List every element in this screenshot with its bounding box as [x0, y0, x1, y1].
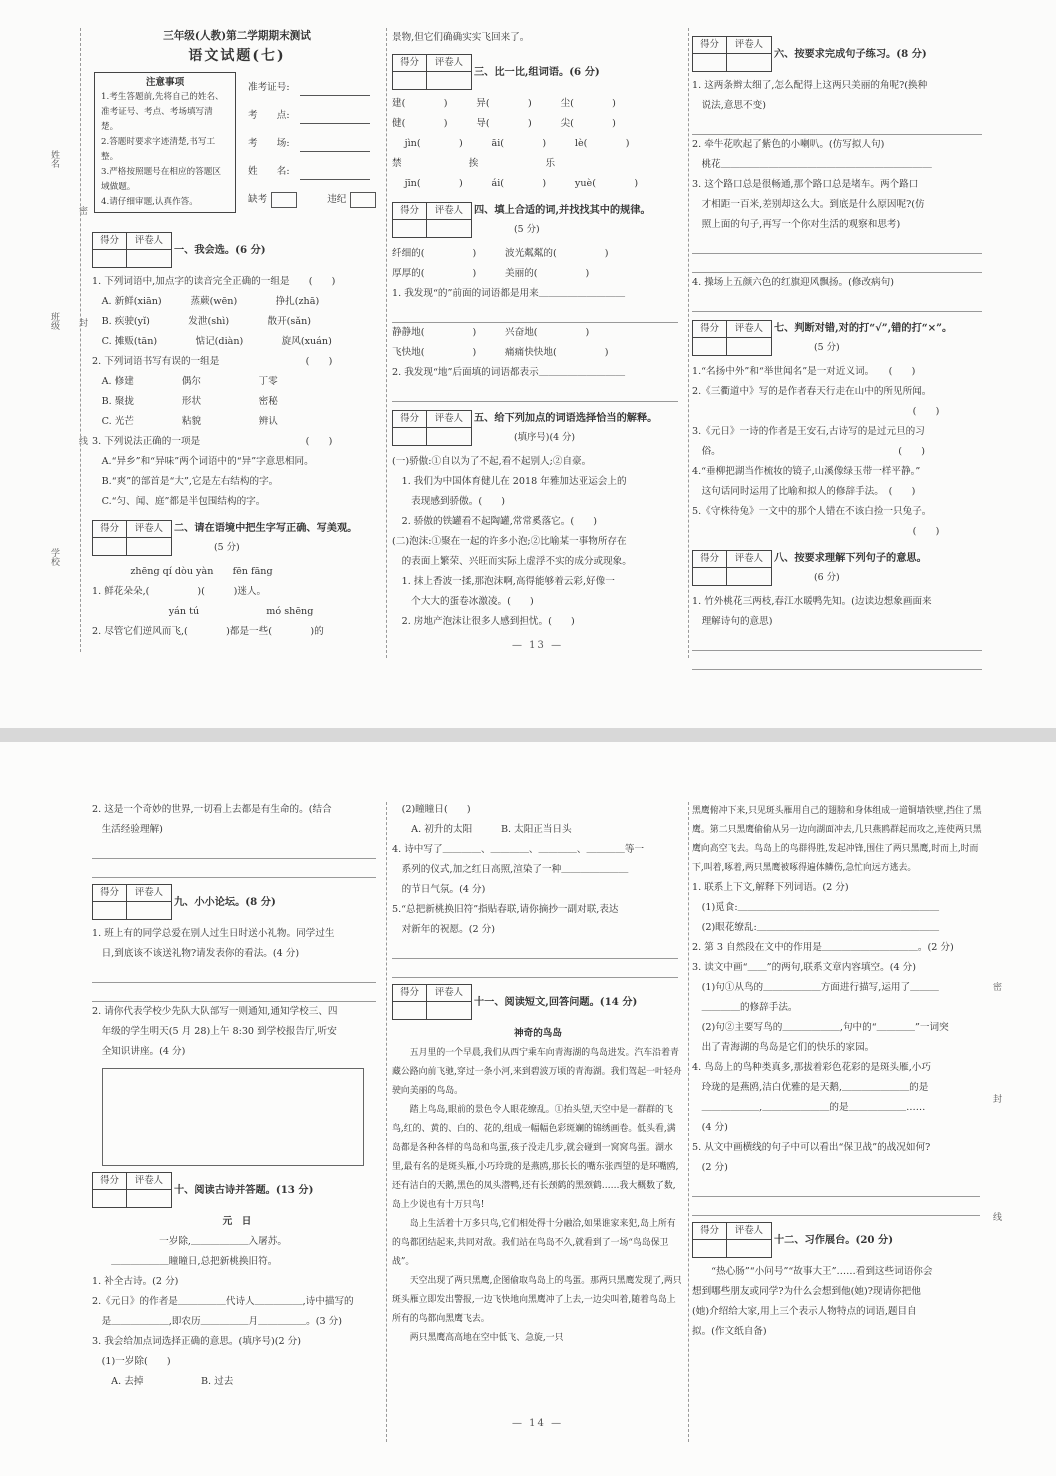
score-label: 得分 — [693, 551, 727, 568]
answer-line[interactable] — [692, 1197, 980, 1216]
answer-line[interactable] — [692, 651, 982, 670]
question-text: 景物,但它们确确实实飞回来了。 — [392, 32, 530, 43]
question-text: 表现感到骄傲。( ) — [392, 496, 506, 507]
exam-number-field[interactable]: 准考证号: — [248, 74, 376, 102]
question-text: 1. 补全古诗。(2 分) — [92, 1276, 179, 1287]
binding-dashed-line — [80, 28, 81, 652]
section-points: (6 分) — [814, 572, 840, 583]
question-text: 拟。(作文纸自备) — [692, 1326, 767, 1337]
answer-line[interactable] — [92, 964, 376, 983]
section-header — [392, 200, 684, 240]
score-box[interactable] — [392, 202, 472, 238]
score-cell[interactable] — [393, 1002, 427, 1019]
binding-label-seal: 密 — [991, 982, 1001, 991]
question-text: 桃花＿＿＿＿＿＿＿＿＿＿＿＿＿＿＿＿＿＿＿＿＿＿ — [692, 159, 932, 170]
score-cell[interactable] — [93, 250, 127, 267]
grader-cell[interactable] — [727, 1240, 771, 1257]
answer-line[interactable] — [92, 983, 376, 1002]
question-text: (2 分) — [692, 1162, 728, 1173]
answer-line[interactable] — [92, 859, 376, 878]
question-text: 禁 挨 乐 — [392, 158, 556, 169]
answer-line[interactable] — [692, 116, 982, 135]
exam-page-13 — [0, 0, 1056, 728]
score-cell[interactable] — [93, 902, 127, 919]
grader-label: 评卷人 — [427, 55, 471, 72]
question-text: C.“匀、闻、庭”都是半包围结构的字。 — [92, 496, 266, 507]
question-text: 1. 联系上下文,解释下列词语。(2 分) — [692, 882, 849, 893]
question-text: 建( ) 异( ) 尘( ) — [392, 98, 616, 109]
grader-cell[interactable] — [727, 568, 771, 585]
score-box[interactable] — [92, 1172, 172, 1208]
question-text: C. 光芒 粘貌 辨认 — [92, 416, 278, 427]
score-box[interactable] — [692, 1222, 772, 1258]
section-title: 七、判断对错,对的打“√”,错的打“×”。 — [774, 322, 953, 334]
question-text: 全知识讲座。(4 分) — [92, 1046, 186, 1057]
grader-label: 评卷人 — [127, 1173, 171, 1190]
violation-checkbox[interactable] — [350, 192, 376, 208]
question-text: 俗。 ( ) — [692, 446, 925, 457]
grader-cell[interactable] — [427, 428, 471, 445]
answer-line[interactable] — [392, 959, 678, 978]
answer-line[interactable] — [692, 632, 982, 651]
notes-title: 注意事项 — [145, 77, 185, 88]
question-text: 生活经验理解) — [92, 824, 163, 835]
question-text: ＿＿＿＿＿＿,＿＿＿＿＿＿＿的是＿＿＿＿＿＿…… — [692, 1102, 926, 1113]
score-box[interactable] — [92, 232, 172, 268]
question-text: 说法,意思不变) — [692, 100, 766, 111]
section-header — [92, 518, 382, 558]
score-box[interactable] — [392, 410, 472, 446]
question-text: 2. 尽管它们逆风而飞,( )都是一些( )的 — [92, 626, 324, 637]
column-divider — [688, 28, 689, 658]
section-title: 八、按要求理解下列句子的意思。 — [774, 552, 927, 564]
binding-label-name: 姓名 — [49, 150, 59, 168]
score-cell[interactable] — [93, 1190, 127, 1207]
answer-line[interactable] — [92, 840, 376, 859]
section-points: (5 分) — [214, 542, 240, 553]
score-cell[interactable] — [693, 568, 727, 585]
question-text: 1. 班上有的同学总爱在别人过生日时送小礼物。同学过生 — [92, 928, 335, 939]
grader-cell[interactable] — [127, 538, 171, 555]
binding-label-line: 线 — [991, 1212, 1001, 1221]
question-text: 2.《三衢道中》写的是作者春天行走在山中的所见所闻。 — [692, 386, 932, 397]
question-text: A. 初升的太阳 B. 太阳正当日头 — [392, 824, 572, 835]
violation-label: 违纪 — [327, 194, 347, 205]
section-points: (5 分) — [814, 342, 840, 353]
question-text: (她)介绍给大家,用上三个表示人物特点的词语,题目自 — [692, 1306, 917, 1317]
binding-label-line: 线 — [77, 436, 87, 445]
grader-label: 评卷人 — [727, 37, 771, 54]
question-text: A. 新鲜(xiān) 蒸蕨(wēn) 挣扎(zhā) — [92, 296, 320, 307]
question-text: 2.《元日》的作者是＿＿＿＿＿代诗人＿＿＿＿＿,诗中描写的 — [92, 1296, 354, 1307]
question-text: A. 修建 偶尔 丁零 — [92, 376, 278, 387]
grader-cell[interactable] — [127, 1190, 171, 1207]
absent-violation-row — [248, 186, 376, 214]
section-header — [692, 36, 988, 72]
question-text: 的节日气氛。(4 分) — [392, 884, 486, 895]
question-text: 4. 诗中写了＿＿＿＿、＿＿＿＿、＿＿＿＿、＿＿＿＿等一 — [392, 844, 645, 855]
question-text: 3. 我会给加点词选择正确的意思。(填序号)(2 分) — [92, 1336, 302, 1347]
score-label: 得分 — [393, 203, 427, 220]
section-title: 五、给下列加点的词语选择恰当的解释。 — [474, 412, 658, 424]
section-title: 二、请在语境中把生字写正确、写美观。 — [174, 522, 358, 534]
section-header — [92, 232, 382, 268]
question-text: 的表面上繁荣、兴旺而实际上虚浮不实的成分或现象。 — [392, 556, 632, 567]
question-text: 3. 下列说法正确的一项是 ( ) — [92, 436, 333, 447]
passage-paragraph: 岛上生活着十万多只鸟,它们相处得十分融洽,如果谁家来犯,岛上所有的鸟都团结起来,共同对敌。我们站在鸟岛不久,就看到了一场“鸟岛保卫战”。 — [392, 1219, 676, 1267]
score-label: 得分 — [693, 321, 727, 338]
answer-line[interactable] — [692, 293, 982, 312]
question-text: 1. 鲜花朵朵,( )( )迷人。 — [92, 586, 267, 597]
score-box[interactable] — [92, 884, 172, 920]
score-cell[interactable] — [393, 72, 427, 89]
passage-paragraph: 黑鹰俯冲下来,只见斑头雁用自己的翅膀和身体组成一道铜墙铁壁,挡住了黑鹰。第二只黑鹰偷偷从另一边向湖面冲去,几只燕鸥群起而攻之,连使两只黑鹰向高空飞去。鸟岛上的鸟群得胜,发起冲锋,围住了两只黑鹰,时而上,时而下,叫着,啄着,两只黑鹰被啄得遍体鳞伤,急忙向远方逃去。 — [692, 806, 982, 873]
question-text: 玲珑的是燕鸥,洁白优雅的是天鹅,＿＿＿＿＿＿＿的是 — [692, 1082, 929, 1093]
question-text: 3. 这个路口总是很畅通,那个路口总是堵车。两个路口 — [692, 179, 919, 190]
section-title: 十一、阅读短文,回答问题。(14 分) — [474, 996, 638, 1008]
section-points: (填序号)(4 分) — [514, 432, 576, 443]
page2-column-1 — [92, 800, 382, 1392]
question-text: 2. 请你代表学校少先队大队部写一则通知,通知学校三、四 — [92, 1006, 338, 1017]
passage-paragraph: 两只黑鹰高高地在空中低飞、急旋,一只 — [392, 1333, 564, 1343]
question-text: ＿＿＿＿的修辞手法。 — [692, 1002, 798, 1013]
grader-cell[interactable] — [127, 902, 171, 919]
section-title: 一、我会选。(6 分) — [174, 244, 266, 256]
question-text: “热心肠”“小问号”“故事大王”……看到这些词语你会 — [692, 1266, 933, 1277]
score-label: 得分 — [93, 885, 127, 902]
exam-title: 三年级(人教)第二学期期末测试 — [163, 30, 311, 42]
exam-subtitle: 语文试题(七) — [188, 48, 286, 64]
section-title: 三、比一比,组词语。(6 分) — [474, 66, 600, 78]
notes-item: 4.请仔细审题,认真作答。 — [101, 197, 198, 207]
column-divider — [688, 802, 689, 1442]
question-text: 2. 骄傲的铁罐看不起陶罐,常常奚落它。( ) — [392, 516, 598, 527]
grader-label: 评卷人 — [427, 203, 471, 220]
question-text: (4 分) — [692, 1122, 728, 1133]
question-text: 3.《元日》一诗的作者是王安石,古诗写的是过元旦的习 — [692, 426, 925, 437]
question-text: (二)泡沫:①聚在一起的许多小泡;②比喻某一事物所存在 — [392, 536, 627, 547]
answer-line[interactable] — [392, 940, 678, 959]
score-cell[interactable] — [93, 538, 127, 555]
score-label: 得分 — [93, 521, 127, 538]
question-text: 2. 这是一个奇妙的世界,一切看上去都是有生命的。(结合 — [92, 804, 332, 815]
question-text: 2. 房地产泡沫让很多人感到担忧。( ) — [392, 616, 575, 627]
section-title: 十二、习作展台。(20 分) — [774, 1234, 894, 1246]
notes-item: 1.考生答题前,先将自己的姓名、准考证号、考点、考场填写清楚。 — [101, 92, 224, 132]
page-number: — 13 — — [512, 640, 564, 651]
question-text: 1. 我发现“的”前面的词语都是用来＿＿＿＿＿＿＿＿＿ — [392, 288, 626, 299]
question-text: 2. 我发现“地”后面填的词语都表示＿＿＿＿＿＿＿＿＿ — [392, 367, 626, 378]
question-text: 飞快地( ) 痛痛快快地( ) — [392, 347, 609, 358]
exam-fields — [248, 74, 376, 214]
question-text: 静静地( ) 兴奋地( ) — [392, 327, 590, 338]
score-box[interactable] — [692, 550, 772, 586]
passage-title: 元 日 — [222, 1216, 252, 1227]
question-text: 2. 下列词语书写有误的一组是 ( ) — [92, 356, 333, 367]
question-text: 5.“总把新桃换旧符”指贴春联,请你摘抄一副对联,表达 — [392, 904, 619, 915]
question-text: 2. 牵牛花吹起了紫色的小喇叭。(仿写拟人句) — [692, 139, 885, 150]
grader-cell[interactable] — [127, 250, 171, 267]
question-text: 才相距一百米,差别却这么大。到底是什么原因呢?(仿 — [692, 199, 925, 210]
passage-paragraph: 踏上鸟岛,眼前的景色令人眼花缭乱。①抬头望,天空中是一群群的飞鸟,红的、黄的、白的、花的,组成一幅幅色彩斑斓的锦绣画卷。低头看,满岛都是各种各样的鸟岛和鸟蛋,孩子没走几步,就会碰到一窝窝鸟蛋。湖水里,最有名的是斑头雁,小巧玲珑的是燕鸥,那长长的嘴东张西望的是环嘴鸥,还有洁白的天鹅,黑色的凤头潜鸭,还有长颈鹤的黑颈鹤……我大概数了数,岛上少说也有十万只鸟! — [392, 1105, 679, 1210]
page1-column-1 — [92, 226, 382, 642]
grader-label: 评卷人 — [127, 885, 171, 902]
section-title: 四、填上合适的词,并找找其中的规律。 — [474, 204, 651, 216]
score-label: 得分 — [93, 1173, 127, 1190]
question-text: 健( ) 导( ) 尖( ) — [392, 118, 616, 129]
page2-column-2 — [392, 800, 684, 1348]
question-text: 个大大的蛋卷冰激凌。( ) — [392, 596, 534, 607]
question-text: 对新年的祝愿。(2 分) — [392, 924, 495, 935]
question-text: 日,到底该不该送礼物?请发表你的看法。(4 分) — [92, 948, 300, 959]
answer-line[interactable] — [692, 235, 982, 254]
grader-label: 评卷人 — [427, 985, 471, 1002]
section-header — [392, 408, 684, 448]
question-text: 1. 我们为中国体育健儿在 2018 年雅加达亚运会上的 — [392, 476, 627, 487]
passage-title: 神奇的鸟岛 — [514, 1028, 562, 1039]
page2-column-3 — [692, 802, 986, 1342]
score-cell[interactable] — [393, 428, 427, 445]
score-label: 得分 — [393, 985, 427, 1002]
grader-label: 评卷人 — [727, 321, 771, 338]
question-text: 4.“垂柳把湖当作梳妆的镜子,山溪像绿玉带一样平静。” — [692, 466, 921, 477]
question-text: 年级的学生明天(5 月 28)上午 8:30 到学校报告厅,听安 — [92, 1026, 337, 1037]
section-header — [692, 1222, 986, 1258]
page-number: — 14 — — [512, 1418, 564, 1429]
binding-label-seal-2: 封 — [77, 318, 87, 327]
score-cell[interactable] — [393, 220, 427, 237]
absent-label: 缺考 — [248, 194, 268, 205]
question-text: 1. 这两条辫太细了,怎么配得上这两只美丽的角呢?(换种 — [692, 80, 928, 91]
question-text: zhēng qí dòu yàn fēn fāng — [92, 566, 273, 577]
question-text: 1. 抹上香波一揉,那泡沫啊,高得能够着云彩,好像一 — [392, 576, 615, 587]
grader-cell[interactable] — [727, 54, 771, 71]
question-text: A.“异乡”和“异味”两个词语中的“异”字意思相同。 — [92, 456, 314, 467]
grader-label: 评卷人 — [427, 411, 471, 428]
section-header — [392, 54, 684, 90]
score-label: 得分 — [693, 37, 727, 54]
score-box[interactable] — [92, 520, 172, 556]
question-text: 出了青海湖的鸟岛是它们的快乐的家园。 — [692, 1042, 875, 1053]
question-text: ( ) — [692, 406, 940, 417]
answer-line[interactable] — [392, 304, 678, 323]
score-label: 得分 — [693, 1223, 727, 1240]
notes-item: 2.答题时要求字迹清楚,书写工整。 — [101, 137, 216, 162]
score-label: 得分 — [393, 411, 427, 428]
question-text: ( ) — [692, 526, 940, 537]
question-text: (一)骄傲:①自以为了不起,看不起别人;②自豪。 — [392, 456, 592, 467]
section-title: 十、阅读古诗并答题。(13 分) — [174, 1184, 314, 1196]
column-divider — [386, 802, 387, 1442]
question-text: (1)觅食:＿＿＿＿＿＿＿＿＿＿＿＿＿＿＿＿＿＿＿＿＿ — [692, 902, 940, 913]
question-text: 照上面的句子,再写一个你对生活的观察和思考) — [692, 219, 901, 230]
grader-cell[interactable] — [427, 72, 471, 89]
question-text: 5. 从文中画横线的句子中可以看出“保卫战”的战况如何? — [692, 1142, 931, 1153]
exam-header — [92, 28, 382, 65]
score-label: 得分 — [93, 233, 127, 250]
question-text: jīn( ) ái( ) yuè( ) — [392, 178, 639, 189]
question-text: 一岁除,＿＿＿＿＿＿入屠苏。 — [92, 1236, 287, 1247]
question-text: jìn( ) āi( ) lè( ) — [392, 138, 630, 149]
notice-answer-box[interactable] — [102, 1068, 364, 1166]
section-header — [92, 884, 382, 920]
binding-label-seal-1: 密 — [77, 206, 87, 215]
question-text: (2)眼花缭乱:＿＿＿＿＿＿＿＿＿＿＿＿＿＿＿＿＿＿＿ — [692, 922, 940, 933]
question-text: 4. 操场上五颜六色的红旗迎风飘扬。(修改病句) — [692, 277, 894, 288]
question-text: 1. 下列词语中,加点字的读音完全正确的一组是 ( ) — [92, 276, 336, 287]
question-text: 2. 第 3 自然段在文中的作用是＿＿＿＿＿＿＿＿＿＿。(2 分) — [692, 942, 954, 953]
question-text: B. 聚拢 形状 密秘 — [92, 396, 278, 407]
question-text: C. 摊贩(tān) 惦记(diàn) 旋风(xuán) — [92, 336, 332, 347]
section-title: 六、按要求完成句子练习。(8 分) — [774, 48, 927, 60]
question-text: 1.“名扬中外”和“举世闻名”是一对近义词。 ( ) — [692, 366, 916, 377]
question-text: 理解诗句的意思) — [692, 616, 773, 627]
section-points: (5 分) — [514, 224, 540, 235]
grader-label: 评卷人 — [727, 551, 771, 568]
grader-cell[interactable] — [427, 220, 471, 237]
answer-line[interactable] — [692, 1178, 980, 1197]
section-header — [92, 1172, 382, 1208]
passage-paragraph: 五月里的一个早晨,我们从西宁乘车向青海湖的鸟岛进发。汽车沿着青藏公路向前飞驰,穿过一条小河,来到碧波万顷的青海湖。我们驾起一叶轻舟驶向美丽的鸟岛。 — [392, 1048, 682, 1096]
question-text: 纤细的( ) 波光粼粼的( ) — [392, 248, 609, 259]
section-header — [692, 318, 988, 358]
question-text: 是＿＿＿＿＿＿,即农历＿＿＿＿＿月＿＿＿＿＿。(3 分) — [92, 1316, 342, 1327]
question-text: (2)句②主要写鸟的＿＿＿＿＿＿,句中的“＿＿＿＿”一词突 — [692, 1022, 949, 1033]
question-text: 这句话同时运用了比喻和拟人的修辞手法。 ( ) — [692, 486, 916, 497]
section-header — [692, 548, 988, 588]
question-text: A. 去掉 B. 过去 — [92, 1376, 234, 1387]
student-name-field[interactable]: 姓 名: — [248, 158, 376, 186]
score-box[interactable] — [392, 984, 472, 1020]
page1-column-2 — [392, 28, 684, 632]
grader-label: 评卷人 — [127, 233, 171, 250]
exam-site-field[interactable]: 考 点: — [248, 102, 376, 130]
grader-cell[interactable] — [427, 1002, 471, 1019]
question-text: (1)一岁除( ) — [92, 1356, 171, 1367]
notes-item: 3.严格按照题号在相应的答题区域做题。 — [101, 167, 221, 192]
section-title: 九、小小论坛。(8 分) — [174, 896, 276, 908]
passage-paragraph: 天空出现了两只黑鹰,企图偷取鸟岛上的鸟蛋。那两只黑鹰发现了,两只斑头雁立即发出警报,一边飞快地向黑鹰冲了上去,一边尖叫着,随着鸟岛上所有的鸟都向黑鹰飞去。 — [392, 1276, 682, 1324]
question-text: 想到哪些朋友或同学?为什么会想到他(她)?现请你把他 — [692, 1286, 921, 1297]
question-text: 3. 读文中画“＿＿”的两句,联系文章内容填空。(4 分) — [692, 962, 916, 973]
question-text: ＿＿＿＿＿＿瞳瞳日,总把新桃换旧符。 — [92, 1256, 278, 1267]
answer-line[interactable] — [392, 383, 678, 402]
score-cell[interactable] — [693, 338, 727, 355]
score-box[interactable] — [692, 320, 772, 356]
binding-label-envelope: 封 — [991, 1094, 1001, 1103]
binding-label-school: 学校 — [49, 548, 59, 566]
question-text: 系列的仪式,加之红日高照,渲染了一种＿＿＿＿＿＿＿ — [392, 864, 629, 875]
question-text: yán tú mó shēng — [92, 606, 314, 617]
question-text: 4. 鸟岛上的鸟种类真多,那拔着彩色花彩的是斑头雁,小巧 — [692, 1062, 931, 1073]
exam-room-field[interactable]: 考 场: — [248, 130, 376, 158]
grader-label: 评卷人 — [727, 1223, 771, 1240]
score-cell[interactable] — [693, 54, 727, 71]
score-box[interactable] — [392, 54, 472, 90]
grader-label: 评卷人 — [127, 521, 171, 538]
question-text: (2)瞳瞳日( ) — [392, 804, 471, 815]
answer-line[interactable] — [692, 254, 982, 273]
question-text: 1. 竹外桃花三两枝,春江水暖鸭先知。(边读边想象画面来 — [692, 596, 932, 607]
binding-label-class: 班级 — [49, 312, 59, 330]
score-box[interactable] — [692, 36, 772, 72]
question-text: B. 疾驶(yǐ) 发泄(shì) 散开(sǎn) — [92, 316, 311, 327]
column-divider — [386, 28, 387, 658]
question-text: 厚厚的( ) 美丽的( ) — [392, 268, 590, 279]
absent-checkbox[interactable] — [271, 192, 297, 208]
score-label: 得分 — [393, 55, 427, 72]
score-cell[interactable] — [693, 1240, 727, 1257]
page1-column-3 — [692, 30, 988, 670]
question-text: B.“爽”的部首是“大”,它是左右结构的字。 — [92, 476, 279, 487]
grader-cell[interactable] — [727, 338, 771, 355]
notes-box — [94, 72, 236, 213]
exam-page-14 — [0, 742, 1056, 1476]
question-text: 5.《守株待兔》一文中的那个人错在不该白捡一只兔子。 — [692, 506, 932, 517]
section-header — [392, 984, 684, 1020]
question-text: (1)句①从鸟的＿＿＿＿＿＿方面进行描写,运用了＿＿＿ — [692, 982, 939, 993]
